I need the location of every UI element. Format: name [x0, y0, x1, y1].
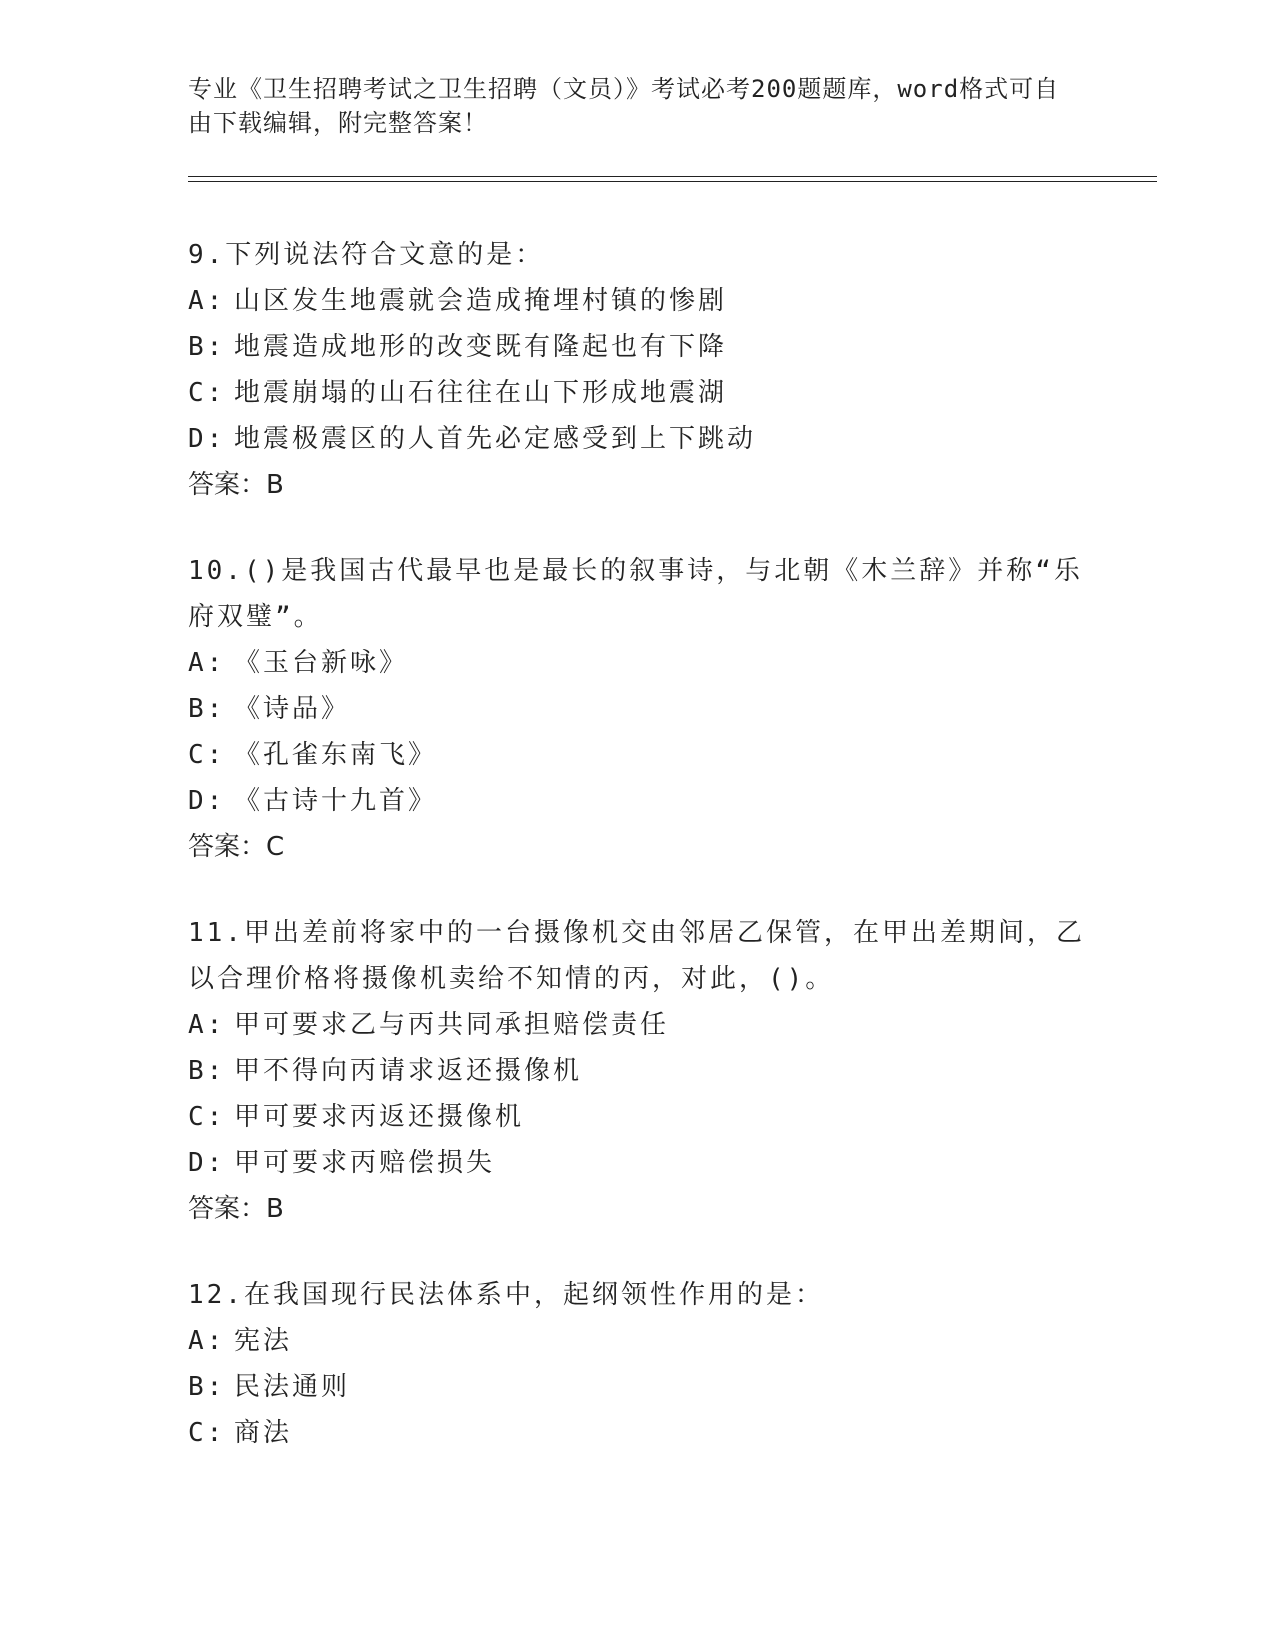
option-letter: C:	[188, 378, 226, 408]
option-letter: A:	[188, 1326, 226, 1356]
option-a	[188, 1318, 1088, 1364]
option-letter: B:	[188, 1056, 226, 1086]
option-letter: C:	[188, 1418, 226, 1448]
question-list	[188, 232, 1088, 1496]
option-c	[188, 1410, 1088, 1456]
option-text: 《玉台新咏》	[234, 648, 409, 678]
answer-line: 答案：B	[188, 470, 284, 500]
option-text: 山区发生地震就会造成掩埋村镇的惨剧	[234, 286, 728, 316]
option-letter: D:	[188, 424, 226, 454]
option-text: 宪法	[234, 1326, 293, 1356]
question-stem: 11.甲出差前将家中的一台摄像机交由邻居乙保管，在甲出差期间，乙以合理价格将摄像机卖给不知情的丙，对此，()。	[188, 918, 1085, 994]
option-c	[188, 732, 1088, 778]
option-text: 《诗品》	[234, 694, 351, 724]
option-text: 地震崩塌的山石往往在山下形成地震湖	[234, 378, 728, 408]
option-a	[188, 640, 1088, 686]
option-text: 地震极震区的人首先必定感受到上下跳动	[234, 424, 757, 454]
option-letter: B:	[188, 694, 226, 724]
option-c	[188, 1094, 1088, 1140]
option-text: 甲可要求丙赔偿损失	[234, 1148, 496, 1178]
answer-line: 答案：C	[188, 832, 285, 862]
header-line-2: 由下载编辑，附完整答案！	[188, 109, 488, 137]
option-b	[188, 1364, 1088, 1410]
option-b	[188, 324, 1088, 370]
option-letter: A:	[188, 286, 226, 316]
question-12	[188, 1272, 1088, 1456]
header-line-1: 专业《卫生招聘考试之卫生招聘（文员）》考试必考200题题库，word格式可自	[188, 75, 1060, 103]
header-divider-top	[188, 176, 1157, 177]
option-text: 商法	[234, 1418, 293, 1448]
question-9	[188, 232, 1088, 508]
option-letter: B:	[188, 1372, 226, 1402]
question-stem: 10.()是我国古代最早也是最长的叙事诗，与北朝《木兰辞》并称“乐府双璧”。	[188, 556, 1083, 632]
option-a	[188, 1002, 1088, 1048]
option-letter: A:	[188, 1010, 226, 1040]
option-text: 地震造成地形的改变既有隆起也有下降	[234, 332, 728, 362]
option-d	[188, 1140, 1088, 1186]
option-letter: C:	[188, 740, 226, 770]
option-letter: D:	[188, 1148, 226, 1178]
option-letter: C:	[188, 1102, 226, 1132]
option-text: 甲可要求乙与丙共同承担赔偿责任	[234, 1010, 670, 1040]
option-text: 《古诗十九首》	[234, 786, 438, 816]
option-text: 甲可要求丙返还摄像机	[234, 1102, 525, 1132]
question-stem: 12.在我国现行民法体系中，起纲领性作用的是：	[188, 1280, 824, 1310]
header-divider-bottom	[188, 181, 1157, 182]
option-b	[188, 686, 1088, 732]
option-d	[188, 416, 1088, 462]
answer-line: 答案：B	[188, 1194, 284, 1224]
option-letter: B:	[188, 332, 226, 362]
option-text: 民法通则	[234, 1372, 351, 1402]
option-letter: A:	[188, 648, 226, 678]
option-a	[188, 278, 1088, 324]
option-b	[188, 1048, 1088, 1094]
option-text: 甲不得向丙请求返还摄像机	[234, 1056, 583, 1086]
option-text: 《孔雀东南飞》	[234, 740, 438, 770]
option-letter: D:	[188, 786, 226, 816]
question-11	[188, 910, 1088, 1232]
option-c	[188, 370, 1088, 416]
question-stem: 9.下列说法符合文意的是：	[188, 240, 545, 270]
question-10	[188, 548, 1088, 870]
document-header	[188, 72, 1068, 140]
option-d	[188, 778, 1088, 824]
